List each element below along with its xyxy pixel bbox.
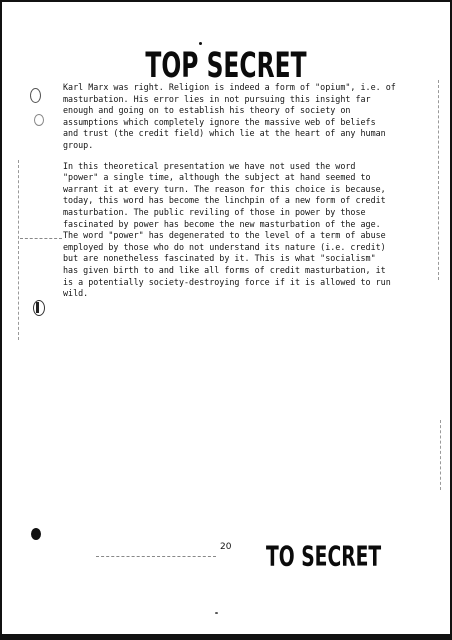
scan-streak: [20, 238, 62, 239]
paragraph: In this theoretical presentation we have not used the word "power" a single time, although the subject at hand seemed to warrant it at every turn. The reason for this choice is because, today, this word has become the linchpin of a new form of credit masturbation. The public reviling of those in power by those fascinated by power has become the new masturbation of the age. The word "power" has degenerated to the level of a term of abuse employed by those who do not understand its nature (i.e. credit) but are nonetheless fascinated by it. This is what "socialism" has given birth to and like all forms of credit masturbation, it is a potentially society-destroying force if it is allowed to run wild.: [63, 160, 391, 299]
scan-streak: [18, 160, 19, 340]
scan-streak: [96, 556, 216, 557]
scan-edge-band: [0, 634, 452, 640]
paragraph: Karl Marx was right. Religion is indeed a form of "opium", i.e. of masturbation. His error lies in not pursuing this insight far enough and going on to establish his theory of society on assumptions which completely ignore the massive web of beliefs and trust (the credit field) which lie at the heart of any human group.: [63, 82, 396, 150]
body-text: [63, 82, 403, 309]
punch-hole-mark: [34, 114, 44, 126]
punch-hole-mark: [33, 300, 45, 316]
binding-hole: [31, 528, 41, 540]
punch-hole-mark: [30, 88, 41, 103]
top-secret-stamp: TOP SECRET: [145, 46, 307, 87]
bottom-secret-stamp: TO SECRET: [266, 540, 382, 573]
scan-speck: [215, 612, 218, 614]
scan-mark: [36, 302, 39, 313]
scan-speck: [199, 42, 202, 45]
scan-streak: [440, 420, 441, 490]
scan-streak: [438, 80, 439, 280]
page-number: 20: [220, 542, 232, 552]
